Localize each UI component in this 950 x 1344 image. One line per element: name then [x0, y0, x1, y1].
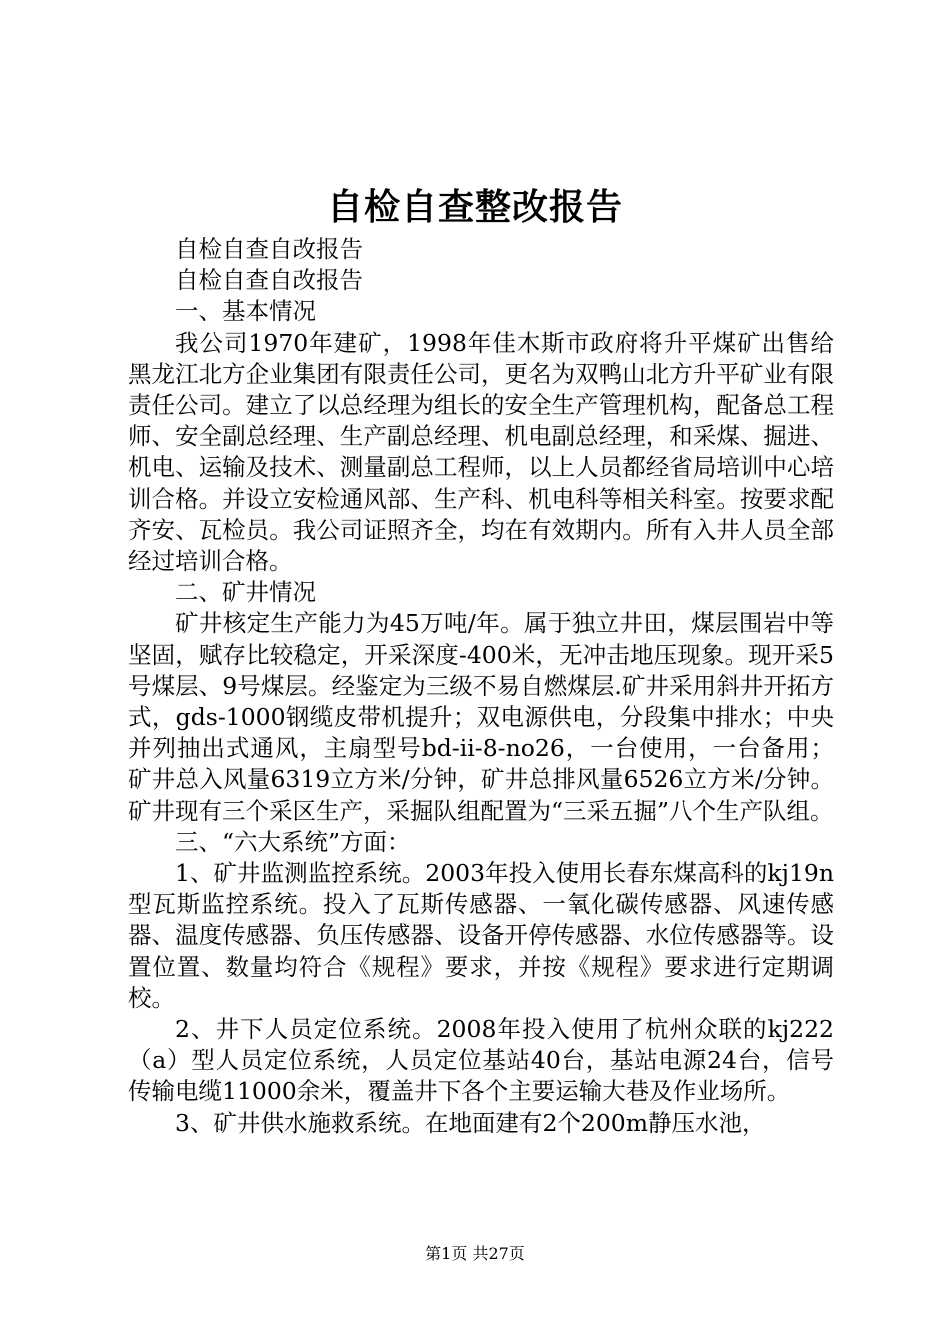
page-footer: 第1页 共27页 [425, 1244, 525, 1263]
document-title: 自检自查整改报告 [326, 186, 623, 228]
paragraph-subtitle-2: 自检自查自改报告 [175, 266, 363, 295]
paragraph-personnel-positioning: 2、井下人员定位系统。2008年投入使用了杭州众联的kj222（a）型人员定位系统，人员定位基站40台，基站电源24台，信号传输电缆11000余米，覆盖井下各个主要运输大巷及作业场所。 [128, 1015, 834, 1106]
paragraph-mine-info: 矿井核定生产能力为45万吨/年。属于独立井田，煤层围岩中等坚固，赋存比较稳定，开采深度-400米，无冲击地压现象。现开采5号煤层、9号煤层。经鉴定为三级不易自燃煤层.矿井采用斜井开拓方式，gds-1000钢缆皮带机提升；双电源供电，分段集中排水；中央并列抽出式通风，主扇型号bd-ii-8-no26，一台使用，一台备用；矿井总入风量6319立方米/分钟，矿井总排风量6526立方米/分钟。矿井现有三个采区生产，采掘队组配置为“三采五掘”八个生产队组。 [128, 609, 834, 825]
paragraph-basic-info: 我公司1970年建矿，1998年佳木斯市政府将升平煤矿出售给黑龙江北方企业集团有限责任公司，更名为双鸭山北方升平矿业有限责任公司。建立了以总经理为组长的安全生产管理机构，配备总工程师、安全副总经理、生产副总经理、机电副总经理，和采煤、掘进、机电、运输及技术、测量副总工程师，以上人员都经省局培训中心培训合格。并设立安检通风部、生产科、机电科等相关科室。按要求配齐安、瓦检员。我公司证照齐全，均在有效期内。所有入井人员全部经过培训合格。 [128, 328, 834, 576]
section-heading-six-systems: 三、“六大系统”方面： [175, 827, 411, 856]
section-heading-mine-info: 二、矿井情况 [175, 578, 316, 607]
paragraph-subtitle-1: 自检自查自改报告 [175, 235, 363, 263]
paragraph-monitoring-system: 1、矿井监测监控系统。2003年投入使用长春东煤高科的kj19n型瓦斯监控系统。投入了瓦斯传感器、一氧化碳传感器、风速传感器、温度传感器、负压传感器、设备开停传感器、水位传感器等。设置位置、数量均符合《规程》要求，并按《规程》要求进行定期调校。 [128, 859, 834, 1012]
document-body [128, 234, 834, 1139]
paragraph-water-supply-rescue: 3、矿井供水施救系统。在地面建有2个200m静压水池， [175, 1108, 766, 1137]
section-heading-basic-info: 一、基本情况 [175, 297, 316, 326]
